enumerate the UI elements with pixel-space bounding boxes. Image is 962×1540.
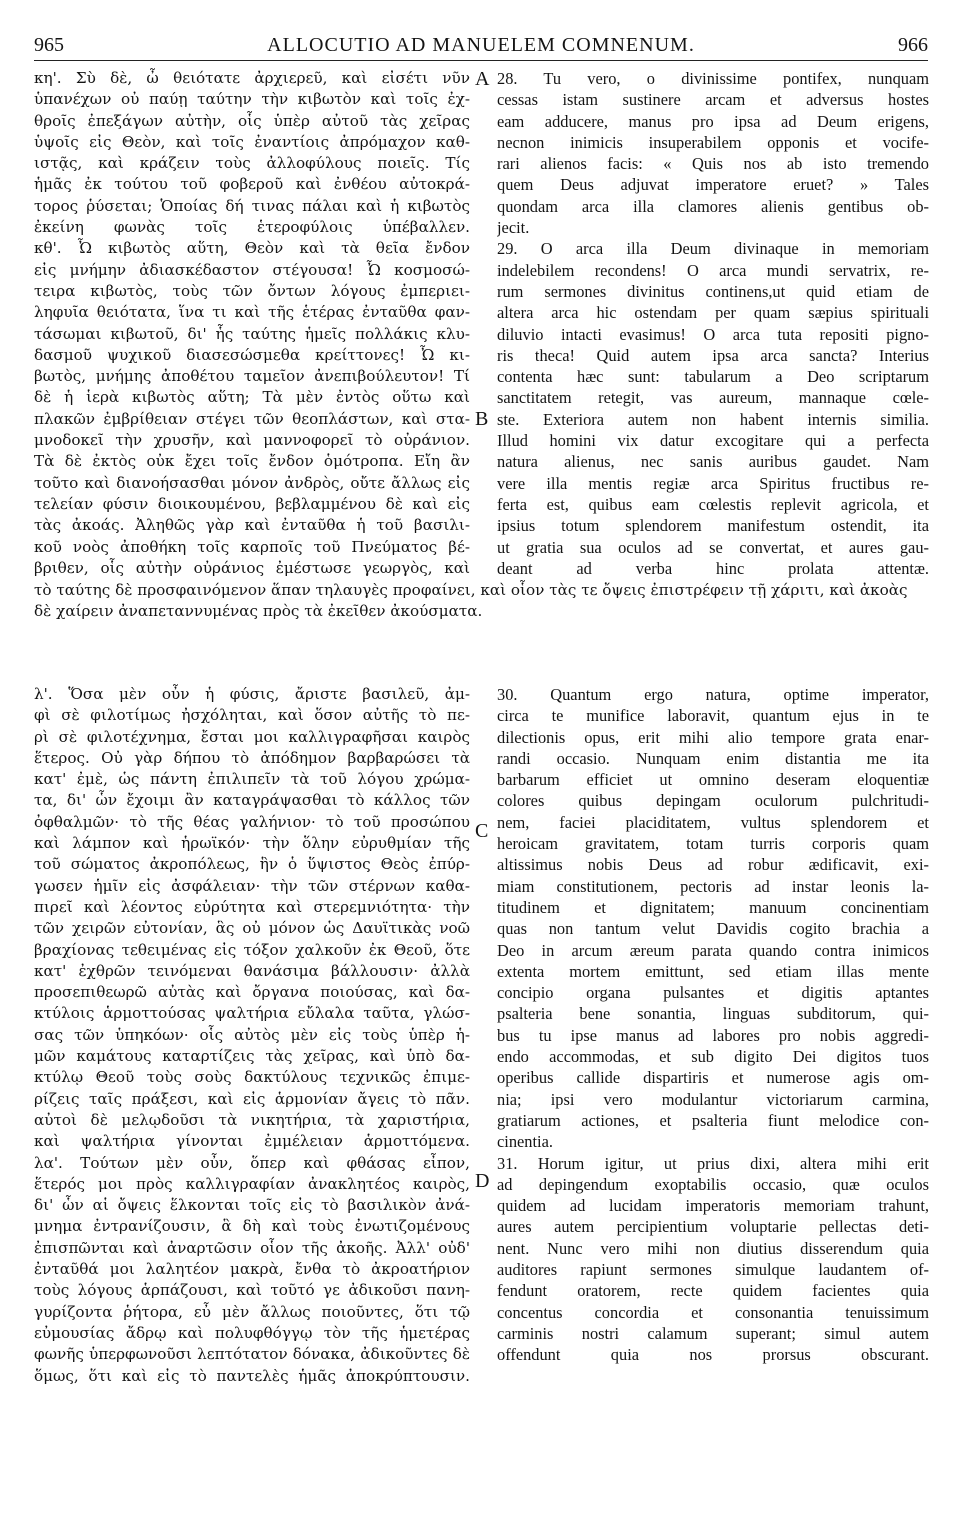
text-line: λ'. Ὅσα μὲν οὖν ἡ φύσις, ἄριστε βασιλεῦ, ἀμ- <box>34 685 470 703</box>
text-line: rari alienos facis: « Quis nos ab isto tremendo <box>497 154 929 174</box>
text-line: ιστᾷς, καὶ κράζειν τοὺς ἀλλοφύλους ποιεῖς. Τίς <box>34 154 470 173</box>
text-line: εἰς μνήμην ἀδιασκέδαστον στέγουσα! Ὦ κοσμοσώ- <box>34 260 470 279</box>
text-line: ὀφθαλμῶν· τὸ τῆς θέας γαλήνιον· τὸ τοῦ προσώπου <box>34 812 470 831</box>
text-line: τειρα κιβωτὸς, τοὺς τῶν ὄντων λόγους ἐμπεριει- <box>34 281 470 300</box>
text-line: ἕτερός μοι πρὸς καλλιγραφίαν ἀνακλητέος καιρὸς, <box>34 1174 470 1193</box>
text-line: cinentia. <box>497 1132 553 1152</box>
text-line: κθ'. Ὦ κιβωτὸς αὕτη, Θεὸν καὶ τὰ θεῖα ἔνδον <box>34 239 470 258</box>
text-line: deant ad verba hinc prolata attentæ. <box>497 558 929 578</box>
margin-marker-b: B <box>475 408 489 430</box>
text-line: τὰς ἀκοάς. Ἀληθῶς γὰρ καὶ ἐνταῦθα ἡ τοῦ βασιλι- <box>34 516 470 535</box>
text-line: rum sermones divinitus continens,ut quid etiam de <box>497 281 929 301</box>
text-line: barbarum efficiet ut omnino deseram eloquentiæ <box>497 770 929 790</box>
text-line: βραχίονας τεθειμένας εἰς τόξον χαλκοῦν ἐκ Θεοῦ, ὅτε <box>34 940 470 959</box>
text-line: μνημα ἐντρανίζουσιν, ἃ δὴ καὶ τοὺς ἐνωτιζομένους <box>34 1217 470 1236</box>
text-line: μῶν καμάτους καταρτίζεις τὰς χεῖρας, καὶ ὑπὸ δα- <box>34 1047 470 1066</box>
text-line: nia; ipsi vero modulantur victoriarum carmina, <box>497 1089 929 1109</box>
text-line: nent. Nunc vero mihi non diutius disserendum quia <box>497 1238 929 1258</box>
text-line: μνοδοκεῖ τὴν χρυσῆν, καὶ μαννοφορεῖ τὸ οὐράνιον. <box>34 431 470 450</box>
text-line: ipsius totum splendorem manifestum ostendit, ita <box>497 516 929 536</box>
text-line: quondam arca illa clamores alienis gentibus ob- <box>497 196 929 216</box>
text-line: gratiarum actiones, et psalteria fiunt melodice con- <box>497 1110 929 1130</box>
text-line: cessas istam sustinere arcam et adversus hostes <box>497 90 929 110</box>
text-line: λα'. Τούτων μὲν οὖν, ὅπερ καὶ φθάσας εἶπον, <box>34 1153 470 1172</box>
text-line: πλακῶν ἐμβρίθειαν στέγει τῶν θεοπλάστων, καὶ στα- <box>34 409 470 428</box>
text-line: ρίζεις ταῖς πράξεσι, καὶ εἰς ἁρμονίαν ἄγεις τὸ πᾶν. <box>34 1089 470 1108</box>
text-line: 28. Tu vero, o divinissime pontifex, nunquam <box>497 69 929 88</box>
text-line: τὸ ταύτης δὲ προσφαινόμενον ἅπαν τηλαυγὲς προφαίνει, καὶ οἷον τὰς τε ὄψεις ἐπιστρέφειν τῇ χάριτι, καὶ ἀκοὰς <box>34 581 908 599</box>
text-line: τῶν χειρῶν εὐτονίαν, ἃς οὐ μόνον ὡς Δαυϊτικὰς νοῶ <box>34 919 470 938</box>
text-line: φωνῆς ὑπερφωνοῦσι λεπτότατον δόνακα, ἀδικοῦντες δὲ <box>34 1345 470 1364</box>
text-line: ὅμως, ὅτι καὶ εἰς τὸ παντελὲς ἡμᾶς ἀποκρύπτουσιν. <box>34 1366 470 1385</box>
text-line: φὶ σὲ φιλοτίμως ἠσχόληται, καὶ ὅσον αὐτῆς τὸ πε- <box>34 706 470 725</box>
text-line: ὑψοῖς εἰς Θεὸν, καὶ τοῖς ἐναντίοις ἀπρόμαχον καθ- <box>34 132 470 151</box>
text-line: fendunt oratorem, recte quidem facientes quia <box>497 1281 929 1301</box>
text-line: 30. Quantum ergo natura, optime imperator, <box>497 685 929 704</box>
text-line: Illud homini vix datur excogitare qui a perfecta <box>497 431 929 451</box>
text-line: circa te munifice laboravit, quantum ejus in te <box>497 706 929 726</box>
text-line: κοῦ νοὸς ἀποθήκη τοῖς καρποῖς τοῦ Πνεύματος βέ- <box>34 537 470 556</box>
text-line: ut gratia sua oculos ad se convertat, et aures gau- <box>497 537 929 557</box>
text-line: vere illa mentis regiæ arca Spiritus fructibus re- <box>497 473 929 493</box>
text-line: eam adducere, manus pro ipsa ad Deum erigens, <box>497 111 929 131</box>
text-line: psalteria bene sonantia, linguas subditorum, qui- <box>497 1004 929 1024</box>
text-line: titudinem et dignitatem; manuum concinentiam <box>497 897 929 917</box>
text-line: ληφυῖα θειότατα, ἵνα τι καὶ τῆς ἑτέρας ἐνταῦθα φαν- <box>34 303 470 322</box>
text-line: quem Deus adjuvat imperatore eruet? » Tales <box>497 175 929 195</box>
text-line: βωτὸς, μνήμης ἀποθέτου ταμεῖον ἀνεπιβούλευτον! Τί <box>34 367 470 386</box>
margin-marker-c: C <box>475 820 489 842</box>
text-line: carminis nostri calamum superant; simul autem <box>497 1323 929 1343</box>
text-line: τελείαν φύσιν διοικουμένου, βεβλαμμένου δὲ καὶ εἰς <box>34 494 470 513</box>
text-line: ἕτερος. Οὐ γὰρ δήπου τὸ ἀπόδημον βαρβαρώσει τὰ <box>34 748 470 767</box>
text-line: quidem ad lucidam imperatoris memoriam trahunt, <box>497 1196 929 1216</box>
text-line: ἐκείνη φωνὰς τοῖς ἑτεροφύλοις ὑπέβαλλεν. <box>34 218 470 237</box>
text-line: miam constitutionem, pectoris ad instar leonis la- <box>497 876 929 896</box>
column-number-right: 966 <box>898 34 928 56</box>
text-line: τα, δι' ὧν ἔχοιμι ἂν καταγράψασθαι τὸ κάλλος τῶν <box>34 791 470 810</box>
text-line: προσεπιθεωρῶ αὐτὰς καὶ ὄργανα ποιούσας, καὶ δα- <box>34 983 470 1002</box>
text-line: κτύλοις ἁρμοττούσας ψαλτήρια εὔλαλα ταῦτα, γλώσ- <box>34 1004 470 1023</box>
text-line: ὑπανέχων οὐ παύῃ ταύτην τὴν κιβωτὸν καὶ τοῖς ἐχ- <box>34 90 470 109</box>
text-line: Τὰ δὲ ἐκτὸς οὐκ ἔχει τοῖς ἔνδον ὁμότροπα. Εἴη ἂν <box>34 452 470 471</box>
text-line: καὶ ψαλτήρια γίνονται ἐμμέλειαν ἁρμοττόμενα. <box>34 1132 470 1151</box>
greek-column-top <box>34 68 470 579</box>
text-line: γωσεν ἡμῖν εἰς ἀσφάλειαν· τὴν τῶν στέρνων καθα- <box>34 876 470 895</box>
text-line: ἡμᾶς ἐκ τούτου τοῦ φοβεροῦ καὶ ἐνθέου αὐτοκρά- <box>34 175 470 194</box>
text-line: altera arca hic ostendam per quam sæpius spirituali <box>497 303 929 323</box>
text-line: πιρεῖ καὶ λέοντος εὐρύτητα καὶ στερεμνιότητα· τὴν <box>34 897 470 916</box>
text-line: operibus callide dispartiris et numerose agis om- <box>497 1068 929 1088</box>
text-line: κατ' ἐχθρῶν τεινόμεναι θανάσιμα βάλλουσιν· ἀλλὰ <box>34 961 470 980</box>
margin-marker-a: A <box>475 68 490 90</box>
text-line: κη'. Σὺ δὲ, ὦ θειότατε ἀρχιερεῦ, καὶ εἰσέτι νῦν <box>34 69 470 87</box>
text-line: δὲ ἡ ἱερὰ κιβωτὸς αὕτη; Τὰ μὲν ἐντὸς οὕτω καὶ <box>34 388 470 407</box>
text-line: τοῦτο καὶ διανοήσασθαι μόνον ἀνδρὸς, οὔτε ἄλλως εἰς <box>34 473 470 492</box>
text-line: concentus concordia et consonantia tenuissimum <box>497 1302 929 1322</box>
text-line: ste. Exteriora autem non habent internis similia. <box>497 409 929 429</box>
margin-marker-d: D <box>475 1170 490 1192</box>
text-line: ἐπισπῶνται καὶ ἀναρτῶσιν οἷον τῆς ἀκοῆς. Ἀλλ' οὐδ' <box>34 1238 470 1257</box>
text-line: τοῦ σώματος ἀκροπόλεως, ἣν ὁ ὕψιστος Θεὸς ἐπύρ- <box>34 855 470 874</box>
text-line: ρὶ σὲ φιλοτέχνημα, ἔσται μοι καλλιγραφῆσαι καιρὸς <box>34 727 470 746</box>
text-line: extenta mortem emittunt, sed etiam illas mente <box>497 961 929 981</box>
text-line: natura alienus, nec sanis auribus gaudet. Nam <box>497 452 929 472</box>
text-line: sanctitatem retegit, vas aureum, mannaque cœle- <box>497 388 929 408</box>
text-line: εὐμουσίας ἄδρῳ καὶ πολυφθόγγῳ τὸν τῆς ἡμετέρας <box>34 1323 470 1342</box>
text-line: γυρίζοντα ῥήτορα, εὖ μὲν ἄλλως ποιοῦντες, ὅτι τῷ <box>34 1302 470 1321</box>
text-line: heroicam gravitatem, totam turris corporis quam <box>497 834 929 854</box>
page-header <box>34 34 928 61</box>
column-number-left: 965 <box>34 34 64 56</box>
text-line: τοὺς λόγους ἁρπάζουσι, καὶ τοῦτό γε ἀδικοῦσι πανη- <box>34 1281 470 1300</box>
text-line: contenta hæc sunt: tabularum a Deo scriptarum <box>497 367 929 387</box>
text-line: δασμοῦ ψυχικοῦ διασεσώσμεθα κρείττονες! Ὦ κι- <box>34 345 470 364</box>
text-line: aures autem percipientium voluptarie pellectas deti- <box>497 1217 929 1237</box>
running-title: ALLOCUTIO AD MANUELEM COMNENUM. <box>267 34 695 56</box>
text-line: dilectionis opus, erit mihi alio tempore grata enar- <box>497 727 929 747</box>
text-line: τάσωμαι κιβωτοῦ, δι' ἧς ταύτης ἡμεῖς πολλάκις κλυ- <box>34 324 470 343</box>
text-line: 31. Horum igitur, ut prius dixi, altera mihi erit <box>497 1153 929 1173</box>
text-line: δι' ὧν αἱ ὄψεις ἕλκονται τοῖς εἰς τὸ βασιλικὸν ἀνά- <box>34 1196 470 1215</box>
text-line: diluvio intacti evasimus! O arca tuta repositi pigno- <box>497 324 929 344</box>
text-line: 29. O arca illa Deum divinaque in memoriam <box>497 239 929 259</box>
text-line: quas non tantum velut Davidis cogito brachia a <box>497 919 929 939</box>
text-line: auditores rapiunt sermones simulque laudantem of- <box>497 1260 929 1280</box>
text-line: ἐνταῦθά μοι λαλητέον μακρὰ, ἔνθα τὸ ἀκροατήριον <box>34 1260 470 1279</box>
text-line: necnon inimicis insuperabilem opponis et vocife- <box>497 132 929 152</box>
text-line: indelebilem recondens! O arca mundi servatrix, re- <box>497 260 929 280</box>
text-line: altissimus nobis Deus ad robur ædificavit, exi- <box>497 855 929 875</box>
text-line: jecit. <box>497 218 530 238</box>
text-line: concipio organa pulsantes et digitis aptantes <box>497 983 929 1003</box>
text-line: Deo in arcum æreum parata quando contra inimicos <box>497 940 929 960</box>
latin-column-top <box>497 68 929 579</box>
text-line: κτύλῳ Θεοῦ τοὺς σοὺς δακτύλους τεχνικῶς ἐπιμε- <box>34 1068 470 1087</box>
text-line: καὶ λάμπον καὶ ἡρωϊκόν· τὴν ὅλην εὐρυθμίαν τῆς <box>34 834 470 853</box>
text-line: δὲ χαίρειν ἀναπεταννυμένας πρὸς τὰ ἐκεῖθεν ἀκούσματα. <box>34 602 483 621</box>
text-line: nem, faciei placiditatem, vultus splendorem et <box>497 812 929 832</box>
greek-fullwidth-lines <box>34 580 928 623</box>
text-line: τορος ῥύσεται; Ὁποίας δή τινας πάλαι καὶ ἡ κιβωτὸς <box>34 196 470 215</box>
text-line: ad depingendum exoptabilis occasio, quæ oculos <box>497 1174 929 1194</box>
text-line: βριθεν, οἷς αὐτὴν οὐράνιος ἐμέστωσε γεωργὸς, καὶ <box>34 558 470 577</box>
text-line: colores quibus depingam oculorum pulchritudi- <box>497 791 929 811</box>
latin-column-bottom <box>497 684 929 1366</box>
text-line: offendunt quia nos prorsus obscurant. <box>497 1345 929 1365</box>
text-line: σας τῶν ὑπηκόων· οἷς αὐτὸς μὲν εἰς τοὺς ὑπὲρ ἡ- <box>34 1025 470 1044</box>
text-line: randi occasio. Nunquam enim distantia me ita <box>497 748 929 768</box>
text-line: ferta est, quibus eam cœlestis replevit agricola, et <box>497 494 929 514</box>
text-line: ris theca! Quid autem ipsa arca sancta? Interius <box>497 345 929 365</box>
greek-column-bottom <box>34 684 470 1387</box>
text-line: bus tu ipse manus ad labores pro nobis aggredi- <box>497 1025 929 1045</box>
text-line: θροῖς ἐπεξάγων αὐτὴν, οἷς ὑπὲρ αὐτοῦ τὰς χεῖρας <box>34 111 470 130</box>
text-line: αὐτοὶ δὲ μελῳδοῦσι τὰ νικητήρια, τὰ χαριστήρια, <box>34 1110 470 1129</box>
text-line: endo accommodas, et sub digito Dei digitos tuos <box>497 1047 929 1067</box>
text-line: κατ' ἐμὲ, ὡς πάντη ἐπιλιπεῖν τὰ τοῦ λόγου χρώμα- <box>34 770 470 789</box>
